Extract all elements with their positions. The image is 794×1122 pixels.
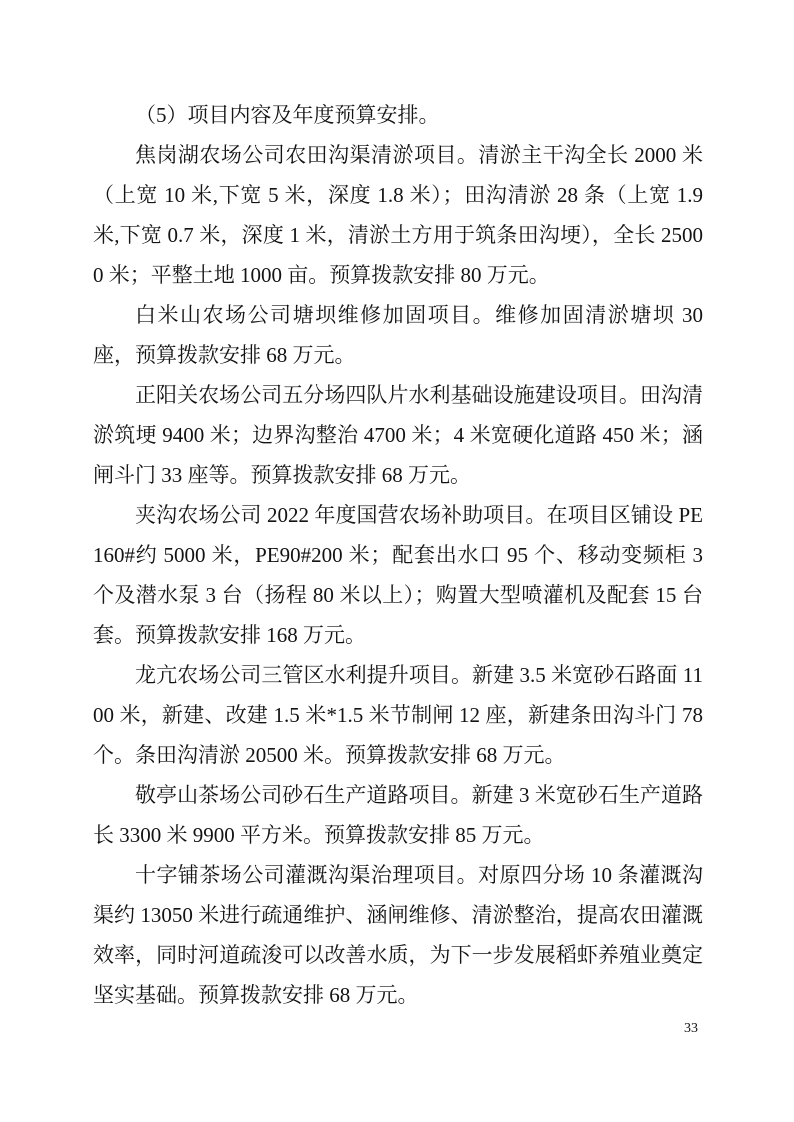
paragraph-zhengyangguan-farm: 正阳关农场公司五分场四队片水利基础设施建设项目。田沟清淤筑埂 9400 米；边界沟整治 4700 米；4 米宽硬化道路 450 米；涵闸斗门 33 座等。预算拨款安排 68 万元。	[93, 383, 703, 487]
paragraph-jiagou-farm: 夹沟农场公司 2022 年度国营农场补助项目。在项目区铺设 PE160#约 5000 米，PE90#200 米；配套出水口 95 个、移动变频柜 3 个及潜水泵 3 台（扬程 80 米以上）；购置大型喷灌机及配套 15 台套。预算拨款安排 168 万元。	[93, 503, 703, 647]
paragraph-jiaoganghu-farm: 焦岗湖农场公司农田沟渠清淤项目。清淤主干沟全长 2000 米（上宽 10 米,下宽 5 米，深度 1.8 米）；田沟清淤 28 条（上宽 1.9 米,下宽 0.7 米，深度 1 米，清淤土方用于筑条田沟埂），全长 25000 米；平整土地 1000 亩。预算拨款安排 80 万元。	[93, 143, 703, 287]
page-number: 33	[684, 1021, 698, 1036]
paragraph-jingtingshan-teafarm: 敬亭山茶场公司砂石生产道路项目。新建 3 米宽砂石生产道路长 3300 米 9900 平方米。预算拨款安排 85 万元。	[93, 783, 703, 847]
document-body	[93, 95, 703, 1015]
paragraph-baimishan-farm: 白米山农场公司塘坝维修加固项目。维修加固清淤塘坝 30 座，预算拨款安排 68 万元。	[93, 303, 703, 367]
paragraph-shizipu-teafarm: 十字铺茶场公司灌溉沟渠治理项目。对原四分场 10 条灌溉沟渠约 13050 米进行疏通维护、涵闸维修、清淤整治，提高农田灌溉效率，同时河道疏浚可以改善水质，为下一步发展稻虾养殖业奠定坚实基础。预算拨款安排 68 万元。	[93, 863, 703, 1007]
paragraph-longkang-farm: 龙亢农场公司三管区水利提升项目。新建 3.5 米宽砂石路面 1100 米，新建、改建 1.5 米*1.5 米节制闸 12 座，新建条田沟斗门 78 个。条田沟清淤 20500 米。预算拨款安排 68 万元。	[93, 663, 703, 767]
section-heading: （5）项目内容及年度预算安排。	[135, 103, 440, 127]
